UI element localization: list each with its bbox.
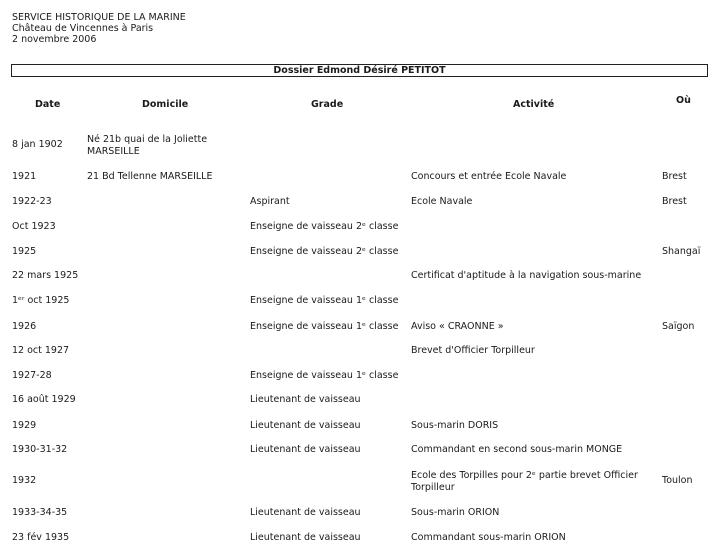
cell-date: 1933-34-35 xyxy=(12,507,68,518)
cell-grade: Enseigne de vaisseau 1ᵉ classe xyxy=(250,295,399,306)
cell-date: 8 jan 1902 xyxy=(12,139,63,150)
cell-grade: Lieutenant de vaisseau xyxy=(250,420,361,431)
cell-grade: Lieutenant de vaisseau xyxy=(250,444,361,455)
cell-grade: Lieutenant de vaisseau xyxy=(250,394,361,405)
cell-activite: Aviso « CRAONNE » xyxy=(411,321,504,332)
cell-date: 1927-28 xyxy=(12,370,52,381)
cell-ou: Saïgon xyxy=(662,321,695,332)
column-header-grade: Grade xyxy=(311,99,344,110)
cell-activite: Ecole des Torpilles pour 2ᵉ partie brevet Officier Torpilleur xyxy=(411,470,638,493)
cell-ou: Brest xyxy=(662,196,687,207)
cell-domicile: Né 21b quai de la Joliette MARSEILLE xyxy=(87,134,208,157)
column-header-domicile: Domicile xyxy=(142,99,189,110)
cell-date: 1929 xyxy=(12,420,37,431)
cell-date: 1921 xyxy=(12,171,37,182)
cell-domicile: 21 Bd Tellenne MARSEILLE xyxy=(87,171,213,182)
cell-date: 23 fév 1935 xyxy=(12,532,70,543)
cell-activite: Sous-marin ORION xyxy=(411,507,500,518)
cell-activite: Commandant en second sous-marin MONGE xyxy=(411,444,623,455)
cell-ou: Toulon xyxy=(662,475,693,486)
cell-date: 1926 xyxy=(12,321,37,332)
cell-date: 1925 xyxy=(12,246,37,257)
cell-date: 12 oct 1927 xyxy=(12,345,70,356)
cell-grade: Enseigne de vaisseau 1ᵉ classe xyxy=(250,370,399,381)
cell-ou: Shangaï xyxy=(662,246,701,257)
cell-activite: Concours et entrée Ecole Navale xyxy=(411,171,567,182)
document-header xyxy=(12,12,186,45)
cell-grade: Enseigne de vaisseau 2ᵉ classe xyxy=(250,246,399,257)
cell-grade: Enseigne de vaisseau 2ᵉ classe xyxy=(250,221,399,232)
cell-grade: Enseigne de vaisseau 1ᵉ classe xyxy=(250,321,399,332)
cell-date: Oct 1923 xyxy=(12,221,56,232)
header-date: 2 novembre 2006 xyxy=(12,34,97,45)
cell-activite: Brevet d'Officier Torpilleur xyxy=(411,345,535,356)
cell-date: 22 mars 1925 xyxy=(12,270,79,281)
cell-date: 1ᵉʳ oct 1925 xyxy=(12,295,70,306)
cell-activite: Ecole Navale xyxy=(411,196,473,207)
cell-date: 16 août 1929 xyxy=(12,394,76,405)
dossier-title: Dossier Edmond Désiré PETITOT xyxy=(11,64,708,77)
cell-activite: Certificat d'aptitude à la navigation sous-marine xyxy=(411,270,642,281)
cell-grade: Lieutenant de vaisseau xyxy=(250,507,361,518)
column-header-ou: Où xyxy=(676,95,691,106)
cell-grade: Aspirant xyxy=(250,196,290,207)
header-institution: SERVICE HISTORIQUE DE LA MARINE xyxy=(12,12,186,23)
column-header-activite: Activité xyxy=(513,99,555,110)
cell-grade: Lieutenant de vaisseau xyxy=(250,532,361,543)
header-location: Château de Vincennes à Paris xyxy=(12,23,154,34)
cell-activite: Commandant sous-marin ORION xyxy=(411,532,566,543)
cell-date: 1932 xyxy=(12,475,37,486)
cell-date: 1922-23 xyxy=(12,196,52,207)
cell-activite: Sous-marin DORIS xyxy=(411,420,499,431)
cell-date: 1930-31-32 xyxy=(12,444,68,455)
cell-ou: Brest xyxy=(662,171,687,182)
column-header-date: Date xyxy=(35,99,61,110)
